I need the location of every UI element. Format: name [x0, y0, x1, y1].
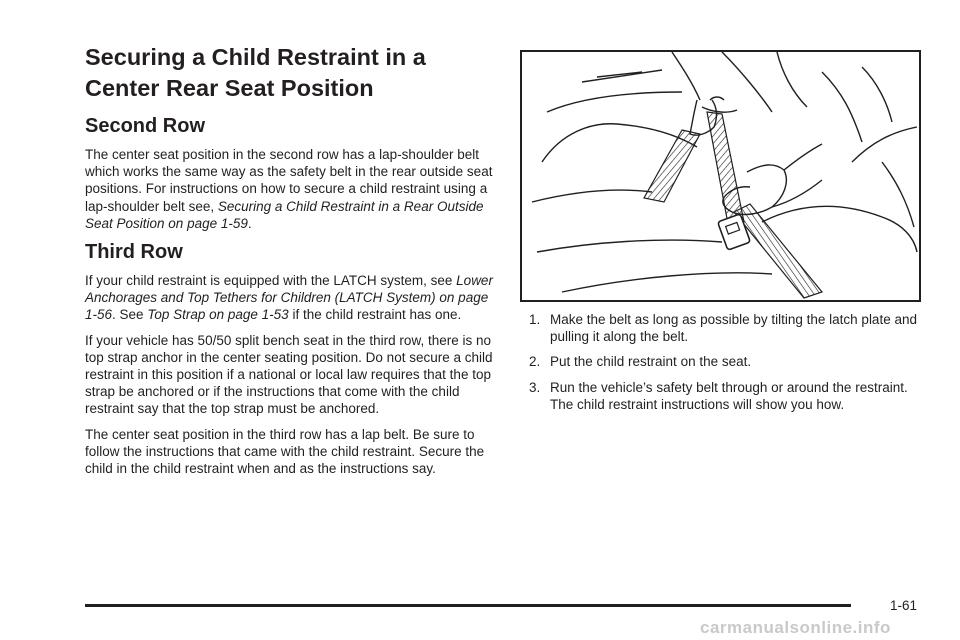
third-row-paragraph-3: The center seat position in the third row has a lap belt. Be sure to follow the instructions that came with the child restraint. Secure the child in the child restraint when and as the instructions say.	[85, 426, 485, 477]
seat-belt-illustration	[520, 50, 921, 302]
page-number: 1-61	[890, 598, 918, 613]
list-item: 3. Run the vehicle’s safety belt through or around the restraint. The child restraint instructions will show you how.	[529, 379, 908, 412]
page-title: Securing a Child Restraint in a Center Rear Seat Position	[85, 44, 426, 101]
cross-reference: Lower Anchorages and Top Tethers for Children (LATCH System) on page 1-56	[85, 273, 493, 323]
footer-rule	[85, 604, 851, 607]
lap-belt	[734, 204, 822, 298]
second-row-paragraph: The center seat position in the second row has a lap-shoulder belt which works the same way as the safety belt in the rear outside seat positions. For instructions on how to secure a child restraint using a lap-shoulder belt see, Securing a Child Restraint in a Rear Outside Seat Position on page 1-59.	[85, 147, 493, 231]
third-row-heading: Third Row	[85, 241, 183, 264]
list-item: 1. Make the belt as long as possible by tilting the latch plate and pulling it along the belt.	[529, 312, 917, 345]
third-row-paragraph-2: If your vehicle has 50/50 split bench seat in the third row, there is no top strap anchor in the center seating position. Do not secure a child restraint in this position if a national or local law requires that the top strap be anchored or if the instructions that come with the child restraint say that the top strap must be anchored.	[85, 332, 493, 417]
right-column	[520, 50, 925, 421]
list-item: 2. Put the child restraint on the seat.	[529, 354, 752, 370]
belt-drawing	[522, 52, 919, 300]
cross-reference: Securing a Child Restraint in a Rear Outside Seat Position on page 1-59	[85, 198, 484, 231]
left-column	[85, 42, 495, 485]
watermark: carmanualsonline.info	[700, 618, 891, 637]
cross-reference: Top Strap on page 1-53	[147, 307, 289, 323]
third-row-paragraph-1: If your child restraint is equipped with the LATCH system, see Lower Anchorages and Top Tethers for Children (LATCH System) on page 1-56. See Top Strap on page 1-53 if the child restraint has one.	[85, 273, 493, 323]
instruction-list	[520, 311, 925, 413]
shoulder-belt	[644, 130, 700, 202]
belt-webbing	[707, 112, 744, 224]
second-row-heading: Second Row	[85, 115, 206, 137]
